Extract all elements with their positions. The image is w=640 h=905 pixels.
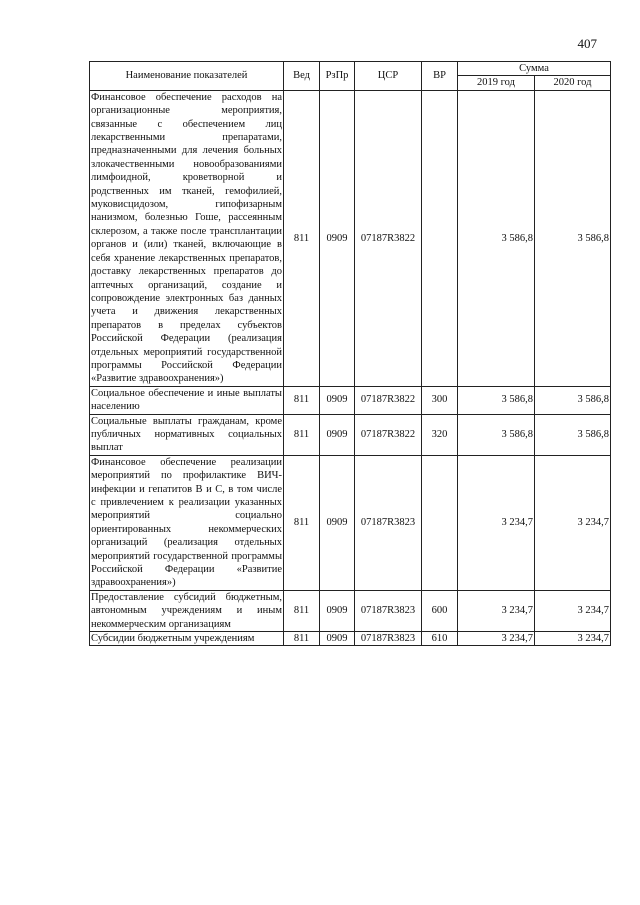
header-year-2019: 2019 год xyxy=(458,76,535,90)
table-row xyxy=(90,414,611,455)
row-csr: 07187R3823 xyxy=(355,455,422,590)
row-vr: 320 xyxy=(422,414,458,455)
row-sum-2019: 3 586,8 xyxy=(458,414,535,455)
budget-table xyxy=(89,61,611,646)
row-sum-2020: 3 234,7 xyxy=(535,632,611,646)
row-name: Предоставление субсидий бюджетным, автономным учреждениям и иным некоммерческим организациям xyxy=(91,591,282,630)
row-name: Финансовое обеспечение реализации мероприятий по профилактике ВИЧ-инфекции и гепатитов В и С, в том числе с привлечением к реализации указанных мероприятий социально ориентированных некоммерческих организаций (реализация отдельных мероприятий государственной программы Российской Федерации «Развитие здравоохранения») xyxy=(91,456,282,589)
row-vr: 610 xyxy=(422,632,458,646)
table-row xyxy=(90,386,611,414)
row-name: Субсидии бюджетным учреждениям xyxy=(90,632,284,646)
row-rzpr: 0909 xyxy=(320,90,355,386)
row-vr xyxy=(422,90,458,386)
row-name: Социальное обеспечение и иные выплаты населению xyxy=(91,387,282,413)
row-csr: 07187R3822 xyxy=(355,414,422,455)
row-sum-2020: 3 586,8 xyxy=(535,386,611,414)
row-csr: 07187R3822 xyxy=(355,90,422,386)
row-vr: 600 xyxy=(422,590,458,631)
row-ved: 811 xyxy=(284,90,320,386)
table-row xyxy=(90,632,611,646)
table-row xyxy=(90,455,611,590)
table-row xyxy=(90,590,611,631)
row-ved: 811 xyxy=(284,632,320,646)
header-sum: Сумма xyxy=(458,62,611,76)
row-csr: 07187R3823 xyxy=(355,590,422,631)
row-name: Социальные выплаты гражданам, кроме публичных нормативных социальных выплат xyxy=(91,415,282,454)
row-rzpr: 0909 xyxy=(320,414,355,455)
row-sum-2020: 3 586,8 xyxy=(535,90,611,386)
row-sum-2019: 3 586,8 xyxy=(458,386,535,414)
row-sum-2019: 3 586,8 xyxy=(458,90,535,386)
row-rzpr: 0909 xyxy=(320,632,355,646)
header-ved: Вед xyxy=(284,62,320,91)
row-sum-2019: 3 234,7 xyxy=(458,455,535,590)
row-ved: 811 xyxy=(284,455,320,590)
page-number: 407 xyxy=(577,36,597,51)
header-rzpr: РзПр xyxy=(320,62,355,91)
row-sum-2019: 3 234,7 xyxy=(458,632,535,646)
row-rzpr: 0909 xyxy=(320,386,355,414)
header-name: Наименование показателей xyxy=(90,62,284,91)
row-vr: 300 xyxy=(422,386,458,414)
header-year-2020: 2020 год xyxy=(535,76,611,90)
row-csr: 07187R3823 xyxy=(355,632,422,646)
header-csr: ЦСР xyxy=(355,62,422,91)
row-rzpr: 0909 xyxy=(320,590,355,631)
row-sum-2020: 3 234,7 xyxy=(535,455,611,590)
row-ved: 811 xyxy=(284,386,320,414)
row-csr: 07187R3822 xyxy=(355,386,422,414)
row-sum-2019: 3 234,7 xyxy=(458,590,535,631)
row-rzpr: 0909 xyxy=(320,455,355,590)
header-vr: ВР xyxy=(422,62,458,91)
row-ved: 811 xyxy=(284,414,320,455)
row-name: Финансовое обеспечение расходов на организационные мероприятия, связанные с обеспечением лиц лекарственными препаратами, предназначенными для лечения больных злокачественными новообразованиями лимфоидной, кроветворной и родственных им тканей, гемофилией, муковисцидозом, гипофизарным нанизмом, болезнью Гоше, рассеянным склерозом, а также после трансплантации органов и (или) тканей, включающие в себя хранение лекарственных препаратов, доставку лекарственных препаратов до аптечных организаций, создание и сопровождение электронных баз данных учета и движения лекарственных препаратов в пределах субъектов Российской Федерации (реализация отдельных мероприятий государственной программы Российской Федерации «Развитие здравоохранения») xyxy=(91,91,282,385)
table-row xyxy=(90,90,611,386)
row-sum-2020: 3 234,7 xyxy=(535,590,611,631)
row-vr xyxy=(422,455,458,590)
row-ved: 811 xyxy=(284,590,320,631)
row-sum-2020: 3 586,8 xyxy=(535,414,611,455)
